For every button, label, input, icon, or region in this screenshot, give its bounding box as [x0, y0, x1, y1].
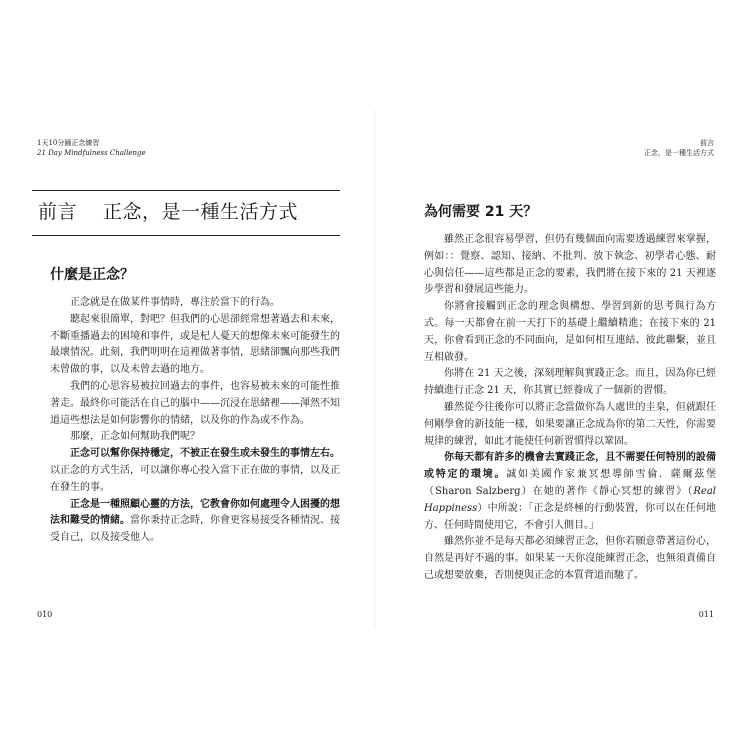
right-text-run: 你將會接觸到正念的理念與構想、學習到新的思考與行為方式。每一天都會在前一天打下的基礎上繼續精進；在接下來的 21 天，你會看到正念的不同面向，是如何相互連結、彼此聯繫，並且互相啟發。: [424, 301, 716, 363]
right-text-run: 雖然從今往後你可以將正念當做你為人處世的圭臬，但就跟任何剛學會的新技能一樣，如果要讓正念成為你的第二天性，你需要規律的練習，如此才能使任何新習慣得以鞏固。: [424, 401, 716, 447]
left-text-run: 聽起來很簡單，對吧？但我們的心思卻經常想著過去和未來，不斷重播過去的困境和事件，或是杞人憂天的想像未來可能發生的最壞情況。此刻，我們明明在這裡做著事情，思緒卻飄向那些我們未曾做的事，以及未曾去過的地方。: [50, 313, 340, 376]
chapter-title: 前言 正念，是一種生活方式: [38, 201, 299, 223]
left-paragraph: [50, 446, 340, 496]
right-paragraph: [424, 400, 716, 450]
right-body-text: [424, 232, 716, 585]
right-text-run: 雖然你並不是每天都必須練習正念，但你若願意帶著這份心，自然是再好不過的事。如果某一天你沒能練習正念，也無須責備自己或想要放棄，否則便與正念的本質背道而馳了。: [424, 536, 716, 581]
left-text-run: 正念可以幫你保持穩定，不被正在發生或未發生的事情左右。: [70, 448, 340, 460]
running-head-right: [644, 138, 714, 158]
section-heading-why-21-days: 為何需要 21 天？: [424, 204, 538, 220]
right-text-run: 誠如美國作家兼冥想導師雪倫．薩爾茲堡（Sharon Salzberg）在她的著作《靜心冥想的練習》（: [424, 469, 716, 497]
running-head-left: [37, 138, 146, 158]
book-subtitle: 21 Day Mindfulness Challenge: [37, 149, 146, 157]
page-number-left: 010: [37, 610, 53, 619]
right-paragraph: [424, 450, 716, 534]
left-text-run: 正念是一種照顧心靈的方法，它教會你如何處理令人困擾的想法和難受的情緒。: [50, 498, 340, 527]
chapter-name: 正念，是一種生活方式: [644, 149, 714, 157]
chapter-label: 前言: [700, 139, 714, 147]
right-paragraph: [424, 534, 716, 584]
left-paragraph: [50, 497, 340, 547]
right-paragraph: [424, 299, 716, 366]
right-text-run: Real Happiness: [424, 485, 716, 514]
left-body-text: [50, 295, 340, 547]
left-text-run: 我們的心思容易被拉回過去的事件，也容易被未來的可能性推著走。最終你可能活在自己的腦中——沉浸在思緒裡——渾然不知道這些想法是如何影響你的情緒，以及你的作為或不作為。: [50, 380, 340, 426]
right-text-run: 雖然正念很容易學習，但仍有幾個面向需要透過練習來掌握，例如：：覺察、認知、接納、不批判、放下執念、初學者心態、耐心與信任——這些都是正念的要素，我們將在接下來的 21 天裡逐步學習和發展這些能力。: [424, 234, 716, 296]
left-text-run: 當你秉持正念時，你會更容易接受各種情況、接受自己，以及接受他人。: [50, 515, 340, 544]
left-text-run: 以正念的方式生活，可以讓你專心投入當下正在做的事情，以及正在發生的事。: [50, 464, 340, 493]
right-text-run: 你每天都有許多的機會去實踐正念，且不需要任何特別的設備或特定的環境。: [424, 452, 716, 481]
left-text-run: 正念就是在做某件事情時，專注於當下的行為。: [70, 297, 280, 308]
left-paragraph: [50, 429, 340, 446]
book-title: 1天10分鐘正念練習: [37, 139, 100, 147]
left-paragraph: [50, 295, 340, 312]
right-text-run: ）中所說：「正念是終極的行動裝置，你可以在任何地方、任何時間使用它，不會引人側目。」: [424, 502, 716, 531]
right-paragraph: [424, 366, 716, 400]
left-paragraph: [50, 379, 340, 429]
left-paragraph: [50, 312, 340, 379]
right-text-run: 你將在 21 天之後，深刻理解與實踐正念。而且，因為你已經持續進行正念 21 天，你其實已經養成了一個新的習慣。: [424, 368, 716, 397]
page-number-right: 011: [698, 610, 714, 619]
section-heading-what-is-mindfulness: 什麼是正念？: [50, 267, 134, 283]
right-paragraph: [424, 232, 716, 299]
left-text-run: 那麼，正念如何幫助我們呢？: [70, 431, 200, 443]
